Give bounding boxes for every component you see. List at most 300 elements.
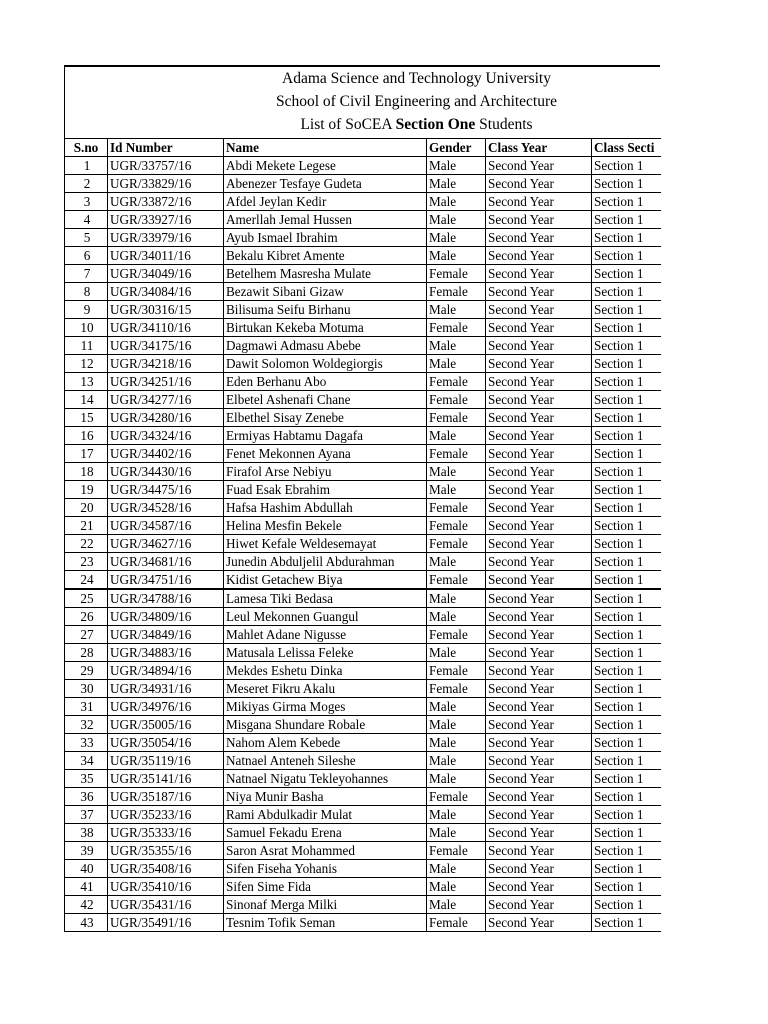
cell-gender: Male xyxy=(427,355,486,373)
cell-sno: 12 xyxy=(65,355,108,373)
student-list-sheet xyxy=(64,65,660,932)
cell-sno: 10 xyxy=(65,319,108,337)
cell-id-number: UGR/34430/16 xyxy=(108,463,224,481)
cell-class-section: Section 1 xyxy=(592,463,661,481)
cell-gender: Female xyxy=(427,409,486,427)
cell-class-section: Section 1 xyxy=(592,626,661,644)
cell-class-year: Second Year xyxy=(486,914,592,932)
cell-sno: 39 xyxy=(65,842,108,860)
cell-sno: 9 xyxy=(65,301,108,319)
cell-sno: 17 xyxy=(65,445,108,463)
cell-class-section: Section 1 xyxy=(592,157,661,175)
cell-name: Kidist Getachew Biya xyxy=(224,571,427,590)
cell-class-year: Second Year xyxy=(486,337,592,355)
cell-name: Mekdes Eshetu Dinka xyxy=(224,662,427,680)
cell-class-year: Second Year xyxy=(486,355,592,373)
cell-name: Misgana Shundare Robale xyxy=(224,716,427,734)
cell-id-number: UGR/35187/16 xyxy=(108,788,224,806)
cell-name: Elbethel Sisay Zenebe xyxy=(224,409,427,427)
table-row xyxy=(65,355,661,373)
cell-gender: Male xyxy=(427,229,486,247)
table-row xyxy=(65,662,661,680)
cell-class-section: Section 1 xyxy=(592,427,661,445)
cell-gender: Female xyxy=(427,283,486,301)
table-row xyxy=(65,734,661,752)
cell-class-year: Second Year xyxy=(486,499,592,517)
cell-id-number: UGR/33927/16 xyxy=(108,211,224,229)
cell-name: Fuad Esak Ebrahim xyxy=(224,481,427,499)
table-row xyxy=(65,265,661,283)
cell-class-section: Section 1 xyxy=(592,896,661,914)
cell-class-section: Section 1 xyxy=(592,752,661,770)
cell-id-number: UGR/35355/16 xyxy=(108,842,224,860)
cell-class-year: Second Year xyxy=(486,427,592,445)
cell-class-section: Section 1 xyxy=(592,770,661,788)
cell-class-year: Second Year xyxy=(486,788,592,806)
cell-class-section: Section 1 xyxy=(592,265,661,283)
table-row xyxy=(65,644,661,662)
cell-sno: 35 xyxy=(65,770,108,788)
cell-sno: 29 xyxy=(65,662,108,680)
cell-name: Mikiyas Girma Moges xyxy=(224,698,427,716)
cell-sno: 23 xyxy=(65,553,108,571)
cell-id-number: UGR/35333/16 xyxy=(108,824,224,842)
cell-sno: 32 xyxy=(65,716,108,734)
cell-gender: Female xyxy=(427,319,486,337)
table-row xyxy=(65,193,661,211)
cell-class-year: Second Year xyxy=(486,157,592,175)
cell-name: Betelhem Masresha Mulate xyxy=(224,265,427,283)
cell-gender: Female xyxy=(427,571,486,590)
cell-class-section: Section 1 xyxy=(592,445,661,463)
cell-id-number: UGR/34587/16 xyxy=(108,517,224,535)
cell-class-year: Second Year xyxy=(486,662,592,680)
cell-name: Hiwet Kefale Weldesemayat xyxy=(224,535,427,553)
table-row xyxy=(65,589,661,608)
cell-gender: Male xyxy=(427,175,486,193)
cell-class-year: Second Year xyxy=(486,409,592,427)
table-row xyxy=(65,445,661,463)
cell-name: Niya Munir Basha xyxy=(224,788,427,806)
cell-id-number: UGR/34976/16 xyxy=(108,698,224,716)
table-row xyxy=(65,175,661,193)
cell-gender: Male xyxy=(427,716,486,734)
cell-class-section: Section 1 xyxy=(592,355,661,373)
cell-id-number: UGR/34627/16 xyxy=(108,535,224,553)
cell-class-year: Second Year xyxy=(486,571,592,590)
table-row xyxy=(65,896,661,914)
cell-gender: Male xyxy=(427,896,486,914)
cell-class-year: Second Year xyxy=(486,842,592,860)
col-header-sno: S.no xyxy=(65,139,108,157)
cell-class-year: Second Year xyxy=(486,860,592,878)
cell-id-number: UGR/34011/16 xyxy=(108,247,224,265)
cell-class-section: Section 1 xyxy=(592,571,661,590)
cell-gender: Male xyxy=(427,860,486,878)
cell-class-year: Second Year xyxy=(486,301,592,319)
cell-sno: 6 xyxy=(65,247,108,265)
cell-name: Afdel Jeylan Kedir xyxy=(224,193,427,211)
student-table xyxy=(64,138,661,932)
cell-id-number: UGR/34788/16 xyxy=(108,589,224,608)
cell-gender: Male xyxy=(427,806,486,824)
table-row xyxy=(65,608,661,626)
cell-gender: Female xyxy=(427,914,486,932)
cell-class-section: Section 1 xyxy=(592,842,661,860)
cell-class-section: Section 1 xyxy=(592,391,661,409)
cell-name: Lamesa Tiki Bedasa xyxy=(224,589,427,608)
cell-name: Abdi Mekete Legese xyxy=(224,157,427,175)
cell-gender: Female xyxy=(427,626,486,644)
cell-id-number: UGR/30316/15 xyxy=(108,301,224,319)
table-row xyxy=(65,535,661,553)
cell-name: Ermiyas Habtamu Dagafa xyxy=(224,427,427,445)
cell-sno: 28 xyxy=(65,644,108,662)
cell-gender: Female xyxy=(427,265,486,283)
table-row xyxy=(65,427,661,445)
cell-id-number: UGR/33872/16 xyxy=(108,193,224,211)
cell-id-number: UGR/35431/16 xyxy=(108,896,224,914)
cell-class-section: Section 1 xyxy=(592,860,661,878)
cell-gender: Male xyxy=(427,644,486,662)
cell-class-section: Section 1 xyxy=(592,337,661,355)
cell-id-number: UGR/35119/16 xyxy=(108,752,224,770)
cell-class-year: Second Year xyxy=(486,680,592,698)
cell-sno: 15 xyxy=(65,409,108,427)
cell-sno: 34 xyxy=(65,752,108,770)
cell-name: Abenezer Tesfaye Gudeta xyxy=(224,175,427,193)
cell-id-number: UGR/34883/16 xyxy=(108,644,224,662)
cell-name: Samuel Fekadu Erena xyxy=(224,824,427,842)
cell-class-section: Section 1 xyxy=(592,734,661,752)
cell-class-section: Section 1 xyxy=(592,680,661,698)
table-row xyxy=(65,698,661,716)
table-row xyxy=(65,499,661,517)
university-title: Adama Science and Technology University xyxy=(282,70,551,87)
cell-class-year: Second Year xyxy=(486,265,592,283)
cell-class-section: Section 1 xyxy=(592,553,661,571)
cell-class-year: Second Year xyxy=(486,589,592,608)
cell-id-number: UGR/34175/16 xyxy=(108,337,224,355)
cell-class-year: Second Year xyxy=(486,896,592,914)
cell-name: Bekalu Kibret Amente xyxy=(224,247,427,265)
cell-id-number: UGR/34849/16 xyxy=(108,626,224,644)
cell-class-section: Section 1 xyxy=(592,788,661,806)
table-row xyxy=(65,463,661,481)
list-title xyxy=(65,113,660,136)
cell-id-number: UGR/33979/16 xyxy=(108,229,224,247)
table-row xyxy=(65,319,661,337)
cell-class-section: Section 1 xyxy=(592,806,661,824)
cell-sno: 33 xyxy=(65,734,108,752)
cell-class-year: Second Year xyxy=(486,716,592,734)
cell-name: Ayub Ismael Ibrahim xyxy=(224,229,427,247)
cell-sno: 24 xyxy=(65,571,108,590)
cell-id-number: UGR/35408/16 xyxy=(108,860,224,878)
cell-id-number: UGR/35141/16 xyxy=(108,770,224,788)
table-row xyxy=(65,788,661,806)
cell-sno: 30 xyxy=(65,680,108,698)
cell-gender: Male xyxy=(427,734,486,752)
cell-id-number: UGR/35054/16 xyxy=(108,734,224,752)
table-row xyxy=(65,716,661,734)
cell-class-year: Second Year xyxy=(486,229,592,247)
cell-class-year: Second Year xyxy=(486,553,592,571)
cell-sno: 7 xyxy=(65,265,108,283)
cell-sno: 21 xyxy=(65,517,108,535)
cell-gender: Male xyxy=(427,247,486,265)
cell-id-number: UGR/34402/16 xyxy=(108,445,224,463)
cell-class-year: Second Year xyxy=(486,770,592,788)
cell-name: Nahom Alem Kebede xyxy=(224,734,427,752)
cell-sno: 13 xyxy=(65,373,108,391)
title-block xyxy=(64,65,660,138)
cell-gender: Male xyxy=(427,824,486,842)
table-row xyxy=(65,301,661,319)
cell-sno: 3 xyxy=(65,193,108,211)
cell-id-number: UGR/33829/16 xyxy=(108,175,224,193)
cell-sno: 42 xyxy=(65,896,108,914)
cell-sno: 40 xyxy=(65,860,108,878)
table-row xyxy=(65,824,661,842)
col-header-class-section: Class Secti xyxy=(592,139,661,157)
cell-sno: 31 xyxy=(65,698,108,716)
cell-class-section: Section 1 xyxy=(592,716,661,734)
cell-sno: 43 xyxy=(65,914,108,932)
cell-class-section: Section 1 xyxy=(592,175,661,193)
cell-name: Junedin Abduljelil Abdurahman xyxy=(224,553,427,571)
cell-sno: 2 xyxy=(65,175,108,193)
cell-name: Mahlet Adane Nigusse xyxy=(224,626,427,644)
cell-name: Bezawit Sibani Gizaw xyxy=(224,283,427,301)
list-title-suffix: Students xyxy=(475,116,533,133)
table-row xyxy=(65,481,661,499)
cell-id-number: UGR/34251/16 xyxy=(108,373,224,391)
cell-class-year: Second Year xyxy=(486,211,592,229)
cell-sno: 26 xyxy=(65,608,108,626)
cell-class-section: Section 1 xyxy=(592,517,661,535)
cell-sno: 27 xyxy=(65,626,108,644)
table-row xyxy=(65,391,661,409)
cell-class-year: Second Year xyxy=(486,535,592,553)
cell-class-section: Section 1 xyxy=(592,914,661,932)
cell-name: Leul Mekonnen Guangul xyxy=(224,608,427,626)
cell-class-section: Section 1 xyxy=(592,824,661,842)
cell-name: Tesnim Tofik Seman xyxy=(224,914,427,932)
cell-id-number: UGR/34931/16 xyxy=(108,680,224,698)
table-row xyxy=(65,806,661,824)
cell-class-section: Section 1 xyxy=(592,535,661,553)
table-row xyxy=(65,770,661,788)
cell-sno: 37 xyxy=(65,806,108,824)
cell-sno: 20 xyxy=(65,499,108,517)
school-title: School of Civil Engineering and Architecture xyxy=(275,93,558,110)
cell-id-number: UGR/35233/16 xyxy=(108,806,224,824)
cell-id-number: UGR/35491/16 xyxy=(108,914,224,932)
table-header-row xyxy=(65,139,661,157)
cell-sno: 41 xyxy=(65,878,108,896)
cell-class-section: Section 1 xyxy=(592,409,661,427)
cell-class-year: Second Year xyxy=(486,463,592,481)
table-row xyxy=(65,337,661,355)
table-row xyxy=(65,842,661,860)
table-row xyxy=(65,283,661,301)
cell-id-number: UGR/35410/16 xyxy=(108,878,224,896)
cell-gender: Female xyxy=(427,445,486,463)
cell-gender: Female xyxy=(427,788,486,806)
cell-class-section: Section 1 xyxy=(592,608,661,626)
cell-class-year: Second Year xyxy=(486,283,592,301)
cell-name: Fenet Mekonnen Ayana xyxy=(224,445,427,463)
cell-class-year: Second Year xyxy=(486,481,592,499)
table-row xyxy=(65,409,661,427)
cell-class-section: Section 1 xyxy=(592,499,661,517)
cell-name: Dagmawi Admasu Abebe xyxy=(224,337,427,355)
cell-gender: Male xyxy=(427,301,486,319)
cell-class-year: Second Year xyxy=(486,734,592,752)
cell-gender: Male xyxy=(427,698,486,716)
section-label: Section One xyxy=(395,116,476,133)
cell-class-year: Second Year xyxy=(486,878,592,896)
cell-class-year: Second Year xyxy=(486,373,592,391)
cell-name: Sifen Fiseha Yohanis xyxy=(224,860,427,878)
cell-class-year: Second Year xyxy=(486,752,592,770)
cell-id-number: UGR/34049/16 xyxy=(108,265,224,283)
cell-name: Dawit Solomon Woldegiorgis xyxy=(224,355,427,373)
cell-gender: Female xyxy=(427,517,486,535)
cell-name: Birtukan Kekeba Motuma xyxy=(224,319,427,337)
cell-name: Matusala Lelissa Feleke xyxy=(224,644,427,662)
cell-class-year: Second Year xyxy=(486,626,592,644)
table-row xyxy=(65,229,661,247)
cell-gender: Male xyxy=(427,481,486,499)
cell-gender: Male xyxy=(427,427,486,445)
cell-sno: 38 xyxy=(65,824,108,842)
cell-class-year: Second Year xyxy=(486,247,592,265)
col-header-class-year: Class Year xyxy=(486,139,592,157)
cell-name: Helina Mesfin Bekele xyxy=(224,517,427,535)
cell-class-section: Section 1 xyxy=(592,373,661,391)
cell-id-number: UGR/34084/16 xyxy=(108,283,224,301)
cell-class-section: Section 1 xyxy=(592,698,661,716)
table-row xyxy=(65,914,661,932)
cell-class-year: Second Year xyxy=(486,806,592,824)
cell-gender: Male xyxy=(427,211,486,229)
cell-id-number: UGR/34809/16 xyxy=(108,608,224,626)
cell-id-number: UGR/34528/16 xyxy=(108,499,224,517)
cell-id-number: UGR/35005/16 xyxy=(108,716,224,734)
cell-sno: 16 xyxy=(65,427,108,445)
table-row xyxy=(65,626,661,644)
cell-sno: 8 xyxy=(65,283,108,301)
cell-class-section: Section 1 xyxy=(592,589,661,608)
cell-sno: 19 xyxy=(65,481,108,499)
cell-name: Natnael Anteneh Sileshe xyxy=(224,752,427,770)
cell-class-year: Second Year xyxy=(486,644,592,662)
cell-class-year: Second Year xyxy=(486,391,592,409)
cell-gender: Male xyxy=(427,337,486,355)
cell-class-section: Section 1 xyxy=(592,193,661,211)
cell-gender: Male xyxy=(427,553,486,571)
cell-gender: Male xyxy=(427,608,486,626)
cell-name: Hafsa Hashim Abdullah xyxy=(224,499,427,517)
cell-class-section: Section 1 xyxy=(592,319,661,337)
cell-gender: Female xyxy=(427,842,486,860)
cell-id-number: UGR/34218/16 xyxy=(108,355,224,373)
cell-class-year: Second Year xyxy=(486,175,592,193)
cell-id-number: UGR/34894/16 xyxy=(108,662,224,680)
cell-id-number: UGR/34277/16 xyxy=(108,391,224,409)
cell-gender: Male xyxy=(427,878,486,896)
cell-class-year: Second Year xyxy=(486,445,592,463)
cell-class-section: Section 1 xyxy=(592,247,661,265)
cell-class-year: Second Year xyxy=(486,824,592,842)
cell-name: Bilisuma Seifu Birhanu xyxy=(224,301,427,319)
cell-gender: Male xyxy=(427,752,486,770)
cell-sno: 18 xyxy=(65,463,108,481)
table-row xyxy=(65,157,661,175)
table-row xyxy=(65,860,661,878)
table-row xyxy=(65,211,661,229)
cell-name: Sinonaf Merga Milki xyxy=(224,896,427,914)
table-row xyxy=(65,571,661,590)
table-row xyxy=(65,680,661,698)
table-row xyxy=(65,752,661,770)
cell-class-section: Section 1 xyxy=(592,662,661,680)
cell-class-year: Second Year xyxy=(486,608,592,626)
table-row xyxy=(65,517,661,535)
col-header-id-number: Id Number xyxy=(108,139,224,157)
cell-sno: 22 xyxy=(65,535,108,553)
cell-name: Natnael Nigatu Tekleyohannes xyxy=(224,770,427,788)
cell-name: Eden Berhanu Abo xyxy=(224,373,427,391)
cell-class-year: Second Year xyxy=(486,698,592,716)
cell-class-section: Section 1 xyxy=(592,229,661,247)
cell-sno: 25 xyxy=(65,589,108,608)
cell-sno: 11 xyxy=(65,337,108,355)
cell-name: Meseret Fikru Akalu xyxy=(224,680,427,698)
cell-class-section: Section 1 xyxy=(592,283,661,301)
table-body xyxy=(65,157,661,932)
cell-class-year: Second Year xyxy=(486,193,592,211)
cell-id-number: UGR/33757/16 xyxy=(108,157,224,175)
cell-sno: 1 xyxy=(65,157,108,175)
cell-gender: Female xyxy=(427,499,486,517)
cell-gender: Male xyxy=(427,589,486,608)
cell-id-number: UGR/34681/16 xyxy=(108,553,224,571)
cell-gender: Female xyxy=(427,391,486,409)
table-row xyxy=(65,553,661,571)
list-title-prefix: List of SoCEA xyxy=(300,116,396,133)
table-row xyxy=(65,373,661,391)
cell-class-section: Section 1 xyxy=(592,481,661,499)
cell-gender: Female xyxy=(427,535,486,553)
cell-gender: Female xyxy=(427,680,486,698)
cell-id-number: UGR/34475/16 xyxy=(108,481,224,499)
cell-gender: Male xyxy=(427,770,486,788)
cell-class-year: Second Year xyxy=(486,319,592,337)
cell-class-section: Section 1 xyxy=(592,301,661,319)
cell-sno: 5 xyxy=(65,229,108,247)
cell-id-number: UGR/34751/16 xyxy=(108,571,224,590)
cell-id-number: UGR/34280/16 xyxy=(108,409,224,427)
cell-class-section: Section 1 xyxy=(592,211,661,229)
cell-id-number: UGR/34324/16 xyxy=(108,427,224,445)
cell-name: Sifen Sime Fida xyxy=(224,878,427,896)
table-row xyxy=(65,247,661,265)
col-header-gender: Gender xyxy=(427,139,486,157)
cell-gender: Female xyxy=(427,373,486,391)
